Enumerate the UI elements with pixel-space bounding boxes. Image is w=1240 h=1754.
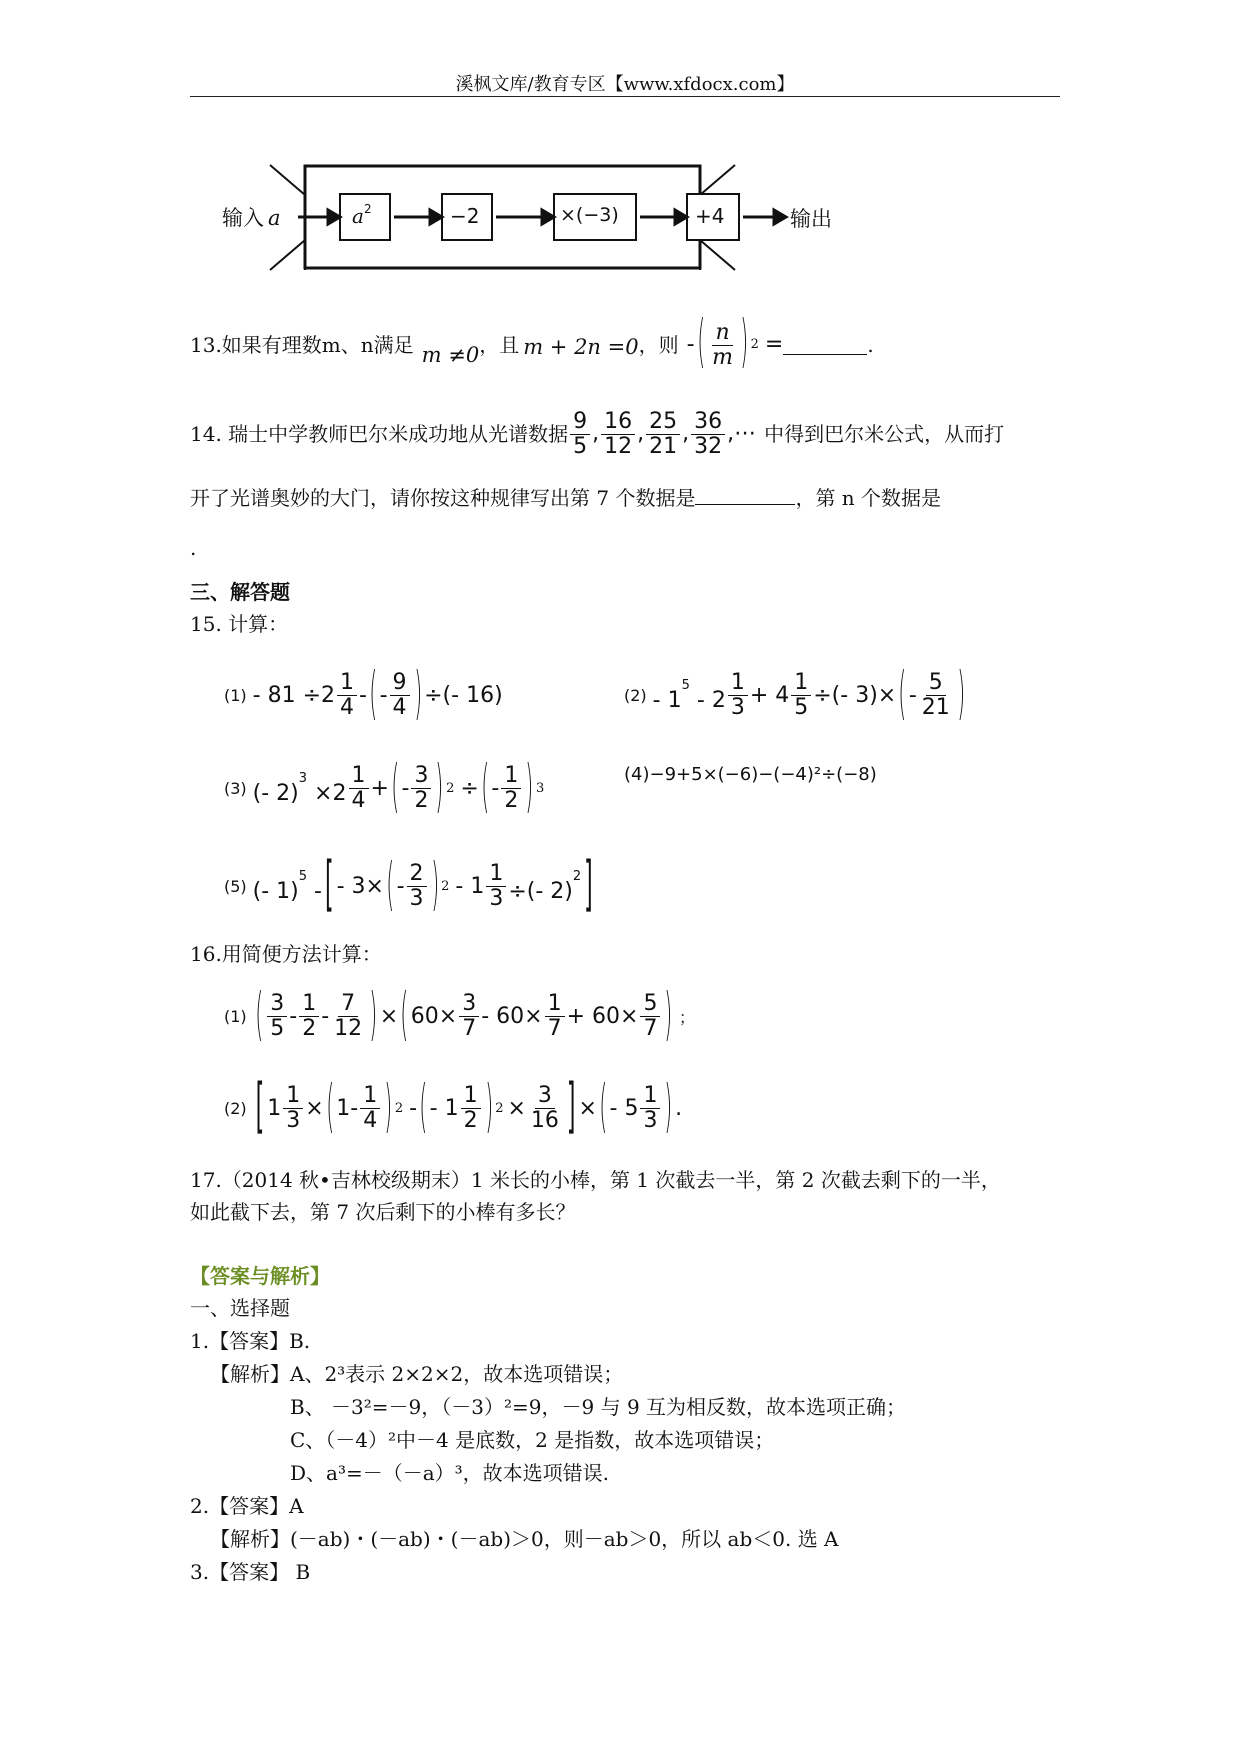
q14-frac-4: $\frac{36}{32}$: [691, 410, 725, 457]
answer-1-explanation-c: C、（－4）²中－4 是底数，2 是指数，故本选项错误；: [290, 1428, 775, 1452]
answer-1-explanation-d: D、a³=－（－a）³，故本选项错误.: [290, 1461, 610, 1485]
q14-frac-1: $\frac{9}{5}$: [570, 410, 590, 457]
q14-line2a: 开了光谱奥妙的大门，请你按这种规律写出第 7 个数据是: [190, 486, 696, 510]
q17-line2: 如此截下去，第 7 次后剩下的小棒有多长？: [190, 1200, 576, 1224]
flow-step-minus2: −2: [450, 204, 480, 228]
q13-mid1: ，且: [479, 333, 520, 357]
q14-prefix: 14. 瑞士中学教师巴尔米成功地从光谱数据: [190, 422, 569, 446]
q14-line3: .: [190, 536, 197, 560]
q13-fraction: $\frac{n}{m}$: [712, 320, 734, 370]
q14-frac-2: $\frac{16}{12}$: [601, 410, 635, 457]
q13-mid2: ，则: [638, 333, 679, 357]
section-3-title: 三、解答题: [190, 580, 290, 604]
q13-cond1: m ≠0: [421, 343, 480, 367]
q16-part2: (2) [ 1 $\frac{1}{3}$ × ( 1- $\frac{1}{4}$ ) 2 - ( - 1 $\frac{1}{2}$ ) 2 × $\frac{3}{16}$ ] × ( - 5 $\frac{1}{3}$ ) .: [224, 1074, 683, 1142]
q15-part5: (5) (- 1)$^5$ - [ - 3× ( - $\frac{2}{3}$ ) 2 - 1 $\frac{1}{3}$ ÷(- 2)$^2$ ]: [224, 852, 593, 920]
q14-suffix: 中得到巴尔米公式，从而打: [764, 422, 1005, 446]
q15-part3: (3) (- 2)$^3$ ×2 $\frac{1}{4}$ + ( - $\frac{3}{2}$ ) 2 ÷ ( - $\frac{1}{2}$ ) 3: [224, 755, 545, 821]
flow-input-label: [222, 204, 281, 232]
q14-dots: ,⋯: [727, 421, 757, 446]
q16-title: 16.用简便方法计算：: [190, 942, 382, 966]
page-header: 溪枫文库/教育专区【www.xfdocx.com】: [455, 74, 795, 95]
q14-blank-1: [695, 486, 795, 505]
q13-answer-blank: [783, 336, 867, 355]
q13-exp: 2: [750, 337, 759, 352]
q15-part4: (4)−9+5×(−6)−(−4)²÷(−8): [624, 764, 877, 785]
q17-line1: 17.（2014 秋•吉林校级期末）1 米长的小棒，第 1 次截去一半，第 2 次截去剩下的一半，: [190, 1168, 1001, 1192]
answers-title: 【答案与解析】: [190, 1264, 330, 1288]
header-rule: [190, 96, 1060, 97]
flowchart: [210, 160, 850, 280]
answer-3: 3.【答案】 B: [190, 1560, 311, 1584]
q16-part1: (1) ( $\frac{3}{5}$ - $\frac{1}{2}$ - $\frac{7}{12}$ ) × ( 60× $\frac{3}{7}$ - 60× $\frac{1}{7}$ + 60× $\frac{5}{7}$ ) ；: [224, 983, 696, 1049]
q13-eq: =: [764, 332, 784, 357]
answer-1: 1.【答案】B.: [190, 1329, 311, 1353]
answer-2: 2.【答案】A: [190, 1494, 304, 1518]
flow-step-times-neg3: ×(−3): [560, 204, 619, 226]
answer-1-explanation-b: B、 －3²=－9，（－3）²=9，－9 与 9 互为相反数，故本选项正确；: [290, 1395, 907, 1419]
q15-part1: (1) - 81 ÷2 $\frac{1}{4}$ - ( - $\frac{9}{4}$ ) ÷(- 16): [224, 662, 503, 728]
answers-section-1: 一、选择题: [190, 1296, 290, 1320]
q15-title: 15. 计算：: [190, 612, 289, 636]
q13-end: .: [867, 333, 874, 357]
q14-line2b: ，第 n 个数据是: [795, 486, 942, 510]
q13-prefix: 13.如果有理数m、n满足: [190, 333, 414, 357]
flow-input-text: 输入: [222, 206, 264, 230]
flow-step-square: $a^2$: [352, 202, 372, 228]
question-13: 13.如果有理数m、n满足 m ≠0 ，且 m + 2n =0 ，则 - ( $\frac{n}{m}$ ) 2 = .: [190, 311, 874, 377]
flow-step-plus4: +4: [695, 204, 725, 228]
flow-input-var: a: [268, 206, 281, 230]
q14-frac-3: $\frac{25}{21}$: [646, 410, 680, 457]
q13-neg: -: [686, 332, 695, 357]
question-14-line2: [190, 484, 941, 512]
answer-1-explanation-a: 【解析】A、2³表示 2×2×2，故本选项错误；: [210, 1362, 624, 1386]
q13-cond2: m + 2n =0: [523, 335, 639, 359]
question-14-line1: 14. 瑞士中学教师巴尔米成功地从光谱数据 $\frac{9}{5}$ , $\frac{16}{12}$ , $\frac{25}{21}$ , $\frac{36}{32}$ ,⋯ 中得到巴尔米公式，从而打: [190, 409, 1005, 459]
flow-output-label: 输出: [790, 207, 832, 231]
answer-2-explanation: 【解析】(－ab)・(－ab)・(－ab)＞0，则－ab＞0，所以 ab＜0. 选 A: [210, 1527, 839, 1551]
q15-part2: (2) - $1^5 - 2$ $\frac{1}{3}$ + 4 $\frac{1}{5}$ ÷(- 3)× ( - $\frac{5}{21}$ ): [624, 662, 965, 728]
